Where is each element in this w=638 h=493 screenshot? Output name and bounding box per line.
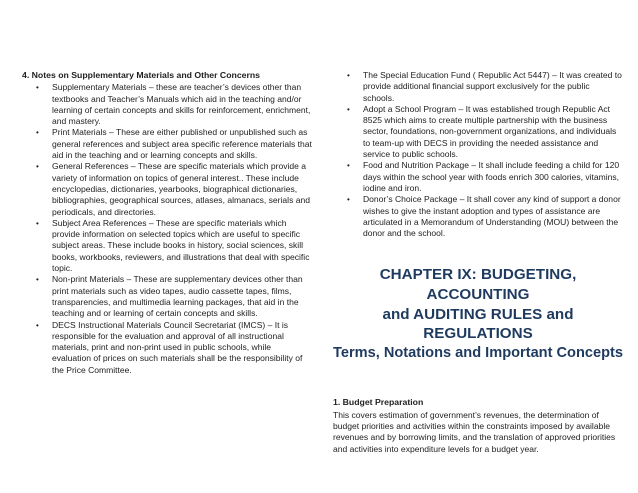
- bullet-icon: •: [347, 104, 350, 114]
- chapter-title: [333, 265, 623, 363]
- chapter-subtitle: Terms, Notations and Important Concepts: [333, 344, 624, 361]
- list-item: • Adopt a School Program – It was established trough Republic Act 8525 which aims to create multiple partnership with the business sector, foundations, non-government organizations, and individuals to team-up with DECS in providing the needed assistance and service to public schools.: [347, 103, 617, 160]
- budget-preparation-body: This covers estimation of government’s revenues, the determination of budget priorities and activities within the constraints imposed by available revenues and by borrowing limits, and the translation of approved priorities and activities into expenditure levels for a budget year.: [333, 409, 616, 454]
- supplementary-materials-list: [22, 82, 312, 376]
- list-item: • Supplementary Materials – these are teacher’s devices other than textbooks and Teacher’s Manuals which aid in the teaching and/or learning of certain concepts and skills for reinforcement, enrichment, and mastery.: [36, 82, 311, 127]
- section-heading: 4. Notes on Supplementary Materials and Other Concerns: [22, 70, 260, 80]
- bullet-icon: •: [347, 161, 350, 171]
- bullet-icon: •: [36, 275, 39, 285]
- budget-preparation-heading: 1. Budget Preparation: [333, 397, 424, 408]
- left-column: [22, 70, 312, 376]
- bullet-icon: •: [36, 128, 39, 138]
- list-item: • Print Materials – These are either published or unpublished such as general references and subject area specific reference materials that aid in the teaching and or learning concepts and skills.: [36, 127, 312, 161]
- funding-programs-list: [333, 70, 623, 239]
- list-item: • DECS Instructional Materials Council Secretariat (IMCS) – It is responsible for the evaluation and approval of all instructional materials, print and non-print used in public schools, while evaluation of prices on such materials shall be the responsibility of the Price Committee.: [36, 319, 303, 375]
- list-item: • Food and Nutrition Package – It shall include feeding a child for 120 days within the school year with foods enrich 300 calories, vitamins, iodine and iron.: [347, 160, 620, 193]
- bullet-icon: •: [347, 195, 350, 205]
- bullet-icon: •: [36, 162, 39, 172]
- list-item: • Non-print Materials – These are supplementary devices other than print materials such as video tapes, audio cassette tapes, films, transparencies, and multimedia learning packages, that aid in the teaching and or learning of certain concepts and skills.: [36, 274, 303, 319]
- budget-preparation-section: [333, 397, 623, 454]
- bullet-icon: •: [36, 320, 39, 330]
- bullet-icon: •: [36, 218, 39, 228]
- right-column: [333, 70, 623, 455]
- chapter-title-line-2: and AUDITING RULES and REGULATIONS: [382, 305, 574, 343]
- list-item: • General References – These are specific materials which provide a variety of information on topics of general interest.. These include encyclopedias, dictionaries, yearbooks, biographical dictionaries, bibliographies, geographical sources, atlases, almanacs, serials and periodicals, and directories.: [36, 161, 310, 217]
- chapter-title-line-1: CHAPTER IX: BUDGETING, ACCOUNTING: [379, 266, 577, 304]
- bullet-icon: •: [36, 83, 39, 93]
- list-item: • Subject Area References – These are specific materials which provide information on selected topics which are useful to specific subject areas. These include books in history, social sciences, skill books, workbooks, reviewers, and illustrations that deal with specific topic.: [36, 217, 310, 274]
- list-item: • Donor’s Choice Package – It shall cover any kind of support a donor wishes to give the instant adoption and types of assistance are articulated in a Memorandum of Understanding (MOU) between the donor and the school.: [347, 194, 621, 239]
- bullet-icon: •: [347, 71, 350, 80]
- list-item: • The Special Education Fund ( Republic Act 5447) – It was created to provide additional financial support exclusively for the public schools.: [347, 70, 622, 103]
